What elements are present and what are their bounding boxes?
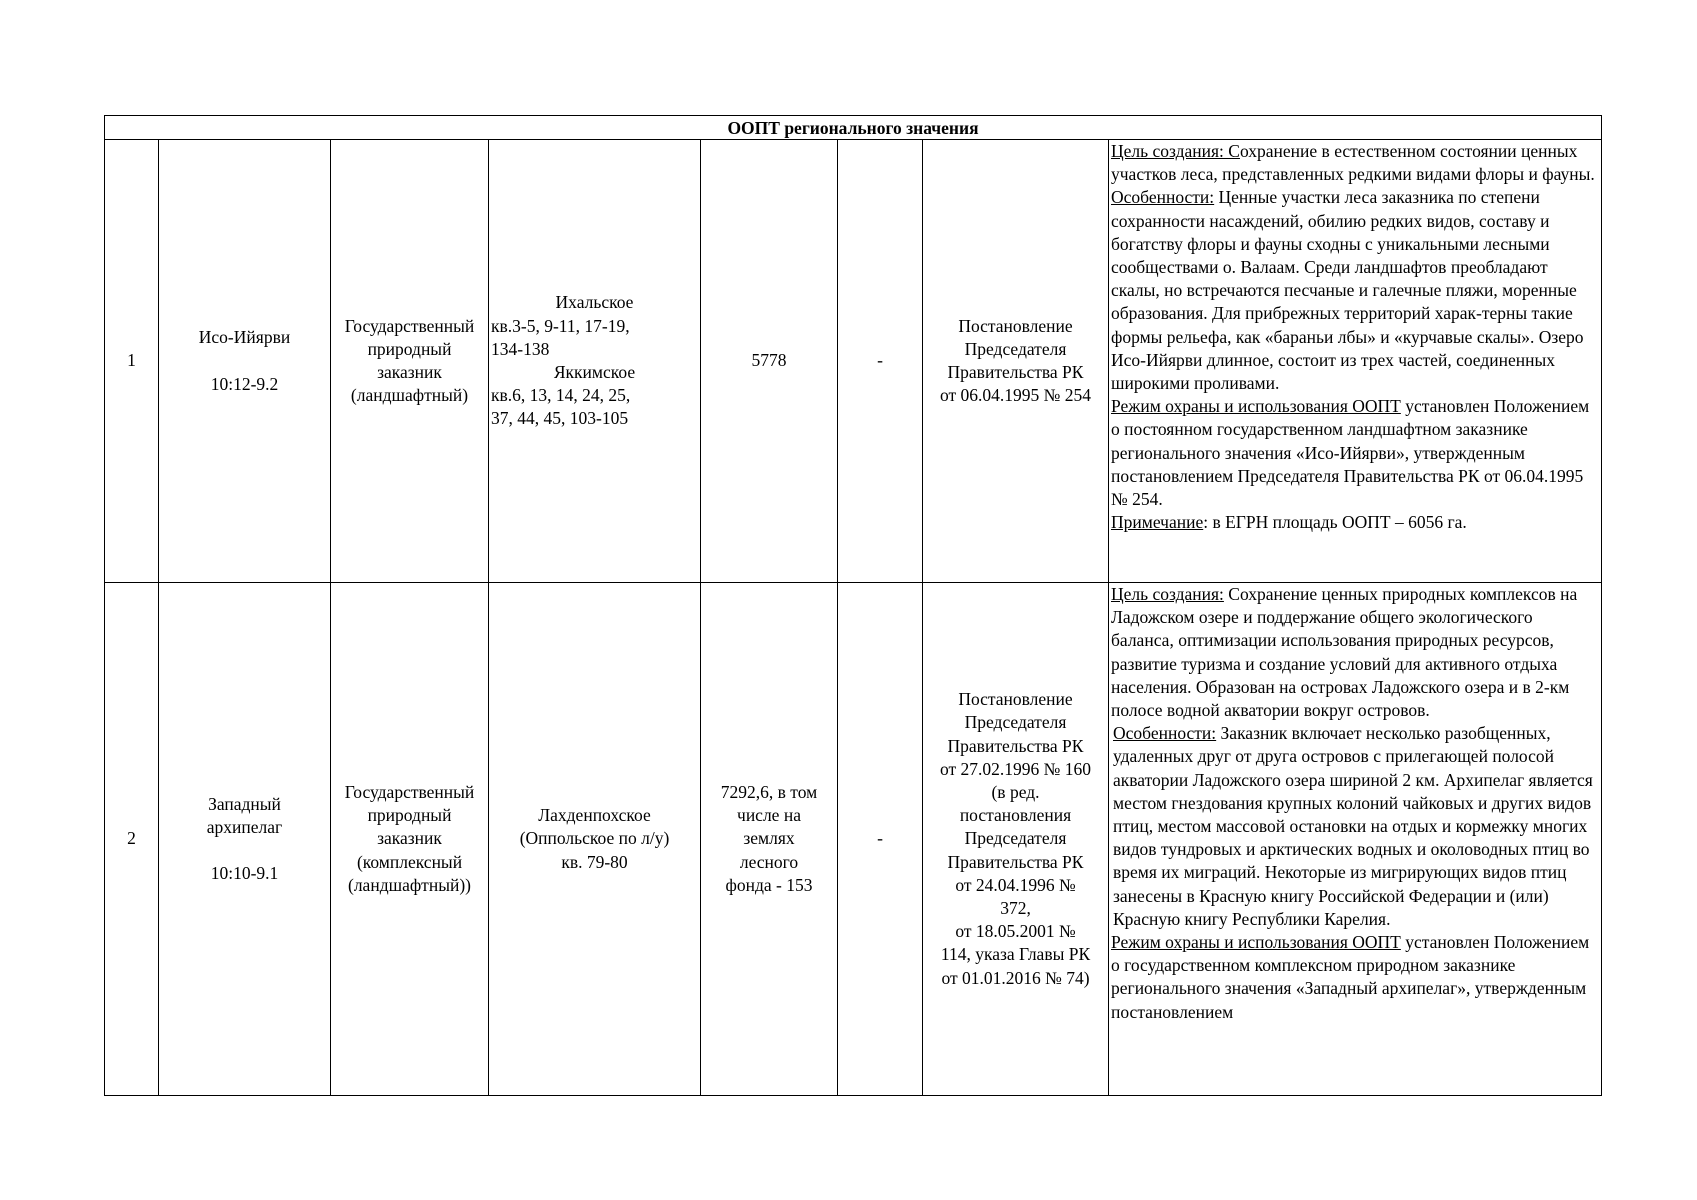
quarters-line: 37, 44, 45, 103-105 <box>491 408 629 429</box>
note-paragraph <box>1111 511 1599 534</box>
location-line: (Оппольское по л/у) <box>519 828 670 849</box>
document-line: от 06.04.1995 № 254 <box>940 385 1091 406</box>
features-text: Заказник включает несколько разобщенных, удаленных друг от друга островов с прилегающей полосой акватории Ладожского озера шириной 2 км. Архипелаг является местом гнездования крупных колоний чайковых и других видов птиц, местом массовой остановки на отдых и кормежку многих видов тундровых и арктических водных и околоводных птиц во время их миграций. Некоторые из мигрирующих видов птиц занесены в Красную книгу Российской Федерации и (или) Красную книгу Республики Карелия. <box>1113 723 1593 929</box>
category-cell <box>331 140 489 583</box>
table-row <box>105 583 1602 1096</box>
note-text: : в ЕГРН площадь ООПТ – 6056 га. <box>1203 512 1467 533</box>
category-line: Государственный <box>344 781 475 802</box>
regime-text: установлен Положением о постоянном государственном ландшафтном заказнике регионального значения «Исо-Ийярви», утвержденным постановлением Председателя Правительства РК от 06.04.1995 № 254. <box>1111 396 1590 510</box>
section-header-row <box>105 116 1602 140</box>
goal-paragraph <box>1111 140 1599 186</box>
dash-cell: - <box>838 140 923 583</box>
goal-label: Цель создания: <box>1111 584 1224 604</box>
table-row <box>105 140 1602 583</box>
regime-text: установлен Положением о государственном комплексном природном заказнике регионального значения «Западный архипелаг», утвержденным постановлением <box>1111 932 1590 1022</box>
forestry-name: Яккимское <box>553 362 636 382</box>
category-line: Государственный <box>344 315 475 336</box>
oopt-table <box>104 115 1602 1096</box>
quarters-line: кв.3-5, 9-11, 17-19, <box>491 315 630 336</box>
oopt-code: 10:10-9.1 <box>210 863 279 884</box>
features-paragraph <box>1111 722 1599 931</box>
oopt-code: 10:12-9.2 <box>210 373 279 394</box>
quarters-line: кв.6, 13, 14, 24, 25, <box>491 385 631 406</box>
document-cell <box>923 140 1109 583</box>
document-line: от 01.01.2016 № 74) <box>941 967 1090 988</box>
category-line: (ландшафтный)) <box>348 874 471 895</box>
oopt-name-cell <box>159 140 331 583</box>
area-line: лесного <box>739 851 799 872</box>
oopt-name: Западный <box>208 793 281 814</box>
document-line: Правительства РК <box>947 362 1084 382</box>
description-cell <box>1109 140 1602 583</box>
location-line: кв. 79-80 <box>561 851 628 872</box>
regime-label: Режим охраны и использования ООПТ <box>1111 932 1401 953</box>
document-line: 372, <box>1000 898 1031 918</box>
area-line: фонда - 153 <box>725 874 813 895</box>
oopt-name: архипелаг <box>206 816 283 837</box>
document-line: постановления <box>959 805 1072 826</box>
document-line: Председателя <box>964 338 1067 359</box>
goal-label: Цель создания: С <box>1111 141 1240 161</box>
goal-text: Сохранение ценных природных комплексов на Ладожском озере и поддержание общего экологического баланса, оптимизации использования природных ресурсов, развитие туризма и создание условий для активного отдыха населения. Образован на островах Ладожского озера и в 2-км полосе водной акватории вокруг островов. <box>1111 584 1578 721</box>
description-cell <box>1109 583 1602 1096</box>
category-line: заказник <box>377 362 442 382</box>
document-line: Постановление <box>958 689 1073 710</box>
regime-label: Режим охраны и использования ООПТ <box>1111 396 1401 417</box>
category-line: (ландшафтный) <box>350 385 469 406</box>
regime-paragraph <box>1111 395 1599 511</box>
location-cell <box>489 140 701 583</box>
oopt-name: Исо-Ийярви <box>198 327 291 348</box>
row-number: 1 <box>105 140 159 583</box>
document-line: от 27.02.1996 № 160 <box>940 758 1091 779</box>
document-line: Председателя <box>964 828 1067 849</box>
features-label: Особенности: <box>1113 723 1217 744</box>
row-number: 2 <box>105 583 159 1096</box>
document-line: Правительства РК <box>947 851 1084 872</box>
category-line: природный <box>367 805 452 826</box>
location-cell <box>489 583 701 1096</box>
goal-paragraph <box>1111 583 1599 722</box>
area-line: числе на <box>737 805 801 826</box>
features-paragraph <box>1111 186 1599 395</box>
area-line: землях <box>743 828 795 849</box>
document-line: Постановление <box>958 315 1073 336</box>
regime-paragraph <box>1111 931 1599 1024</box>
section-title: ООПТ регионального значения <box>105 116 1602 140</box>
features-text: Ценные участки леса заказника по степени сохранности насаждений, обилию редких видов, составу и богатству флоры и фауны сходны с уникальными лесными сообществами о. Валаам. Среди ландшафтов преобладают скалы, но встречаются песчаные и галечные пляжи, моренные образования. Для прибрежных территорий харак-терны такие формы рельефа, как «бараньи лбы» и «курчавые скалы». Озеро Исо-Ийярви длинное, состоит из трех частей, соединенных широкими проливами. <box>1111 187 1584 394</box>
document-line: (в ред. <box>991 781 1040 802</box>
location-line: Лахденпохское <box>538 805 651 826</box>
document-line: от 24.04.1996 № <box>955 874 1076 895</box>
oopt-name-cell <box>159 583 331 1096</box>
category-line: природный <box>367 338 452 359</box>
document-line: Председателя <box>964 712 1067 733</box>
features-label: Особенности: <box>1111 187 1215 208</box>
category-cell <box>331 583 489 1096</box>
document-line: Правительства РК <box>947 735 1084 756</box>
area-cell <box>701 583 838 1096</box>
document-cell <box>923 583 1109 1096</box>
area-cell: 5778 <box>701 140 838 583</box>
category-line: заказник <box>377 828 442 849</box>
area-line: 7292,6, в том <box>720 781 818 802</box>
dash-cell: - <box>838 583 923 1096</box>
category-line: (комплексный <box>356 851 463 872</box>
document-line: 114, указа Главы РК <box>940 944 1091 965</box>
forestry-name: Ихальское <box>555 292 634 313</box>
quarters-line: 134-138 <box>491 338 550 359</box>
note-label: Примечание <box>1111 512 1204 533</box>
goal-text: охранение в естественном состоянии ценных участков леса, представленных редкими видами флоры и фауны. <box>1111 141 1595 185</box>
document-line: от 18.05.2001 № <box>955 921 1076 942</box>
